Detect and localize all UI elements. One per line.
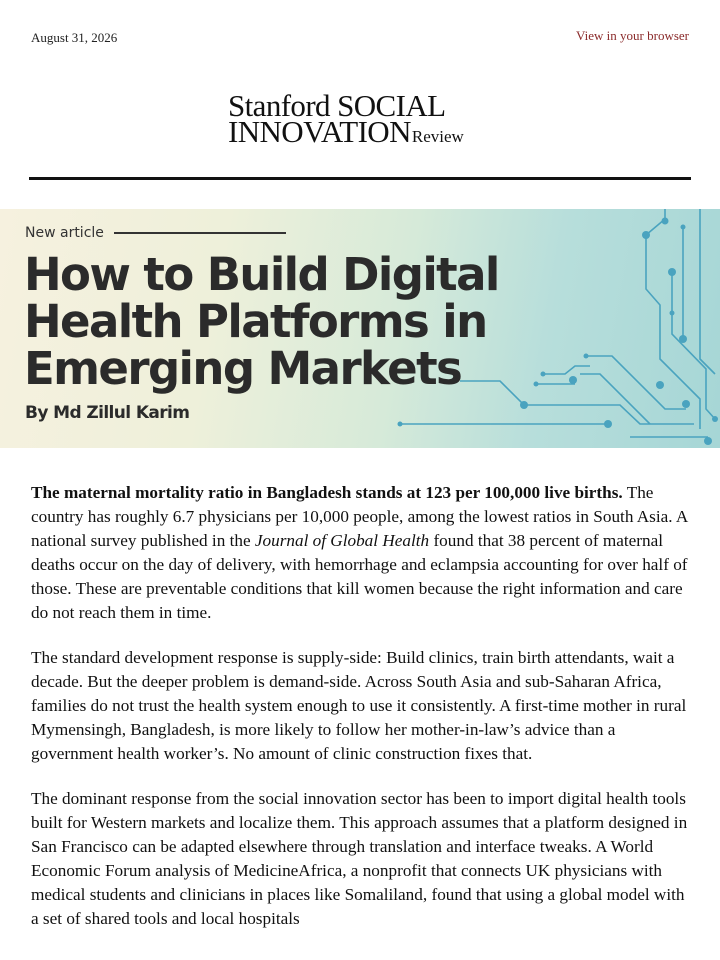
journal-name: Journal of Global Health: [254, 531, 430, 550]
article-byline: By Md Zillul Karim: [25, 403, 190, 423]
kicker-rule: [114, 232, 286, 234]
article-body: [31, 481, 691, 952]
paragraph-1: [31, 481, 691, 625]
masthead-line1: Stanford SOCIAL: [228, 88, 446, 123]
paragraph-1-text-a: The country has roughly 6.7 physicians per 10,000 people, among the lowest ratios in South Asia. A national survey published in the: [31, 483, 688, 550]
kicker-row: [25, 225, 286, 241]
issue-date: August 31, 2026: [31, 30, 118, 45]
kicker-label: New article: [25, 225, 104, 241]
hero-banner[interactable]: [0, 209, 720, 448]
masthead-logo[interactable]: [0, 90, 720, 150]
lead-sentence: The maternal mortality ratio in Bangladesh stands at 123 per 100,000 live births.: [31, 483, 623, 502]
article-title[interactable]: How to Build Digital Health Platforms in Emerging Markets: [24, 248, 499, 395]
masthead-innovation: INNOVATION: [228, 114, 411, 149]
paragraph-3: The dominant response from the social innovation sector has been to import digital health tools built for Western markets and localize them. This approach assumes that a platform designed in San Francisco can be adapted elsewhere through translation and interface tweaks. A World Economic Forum analysis of MedicineAfrica, a nonprofit that connects UK physicians with medical students and clinicians in places like Somaliland, found that using a global model with a set of shared tools and local hospitals: [31, 789, 688, 928]
paragraph-2: The standard development response is supply-side: Build clinics, train birth attendants, wait a decade. But the deeper problem is demand-side. Across South Asia and sub-Saharan Africa, families do not trust the health system enough to use it consistently. A first-time mother in rural Mymensingh, Bangladesh, is more likely to follow her mother-in-law’s advice than a government health worker’s. No amount of clinic construction fixes that.: [31, 648, 687, 763]
masthead-line2: [228, 116, 464, 153]
view-in-browser-link[interactable]: View in your browser: [576, 28, 689, 43]
email-header: [31, 28, 689, 48]
paragraph-1-text-b: found that 38 percent of maternal deaths occur on the day of delivery, with hemorrhage and eclampsia accounting for over half of those. These are preventable conditions that kill women because the right information and care do not reach them in time.: [31, 531, 688, 622]
header-divider: [29, 177, 691, 180]
masthead-review: Review: [411, 127, 464, 146]
